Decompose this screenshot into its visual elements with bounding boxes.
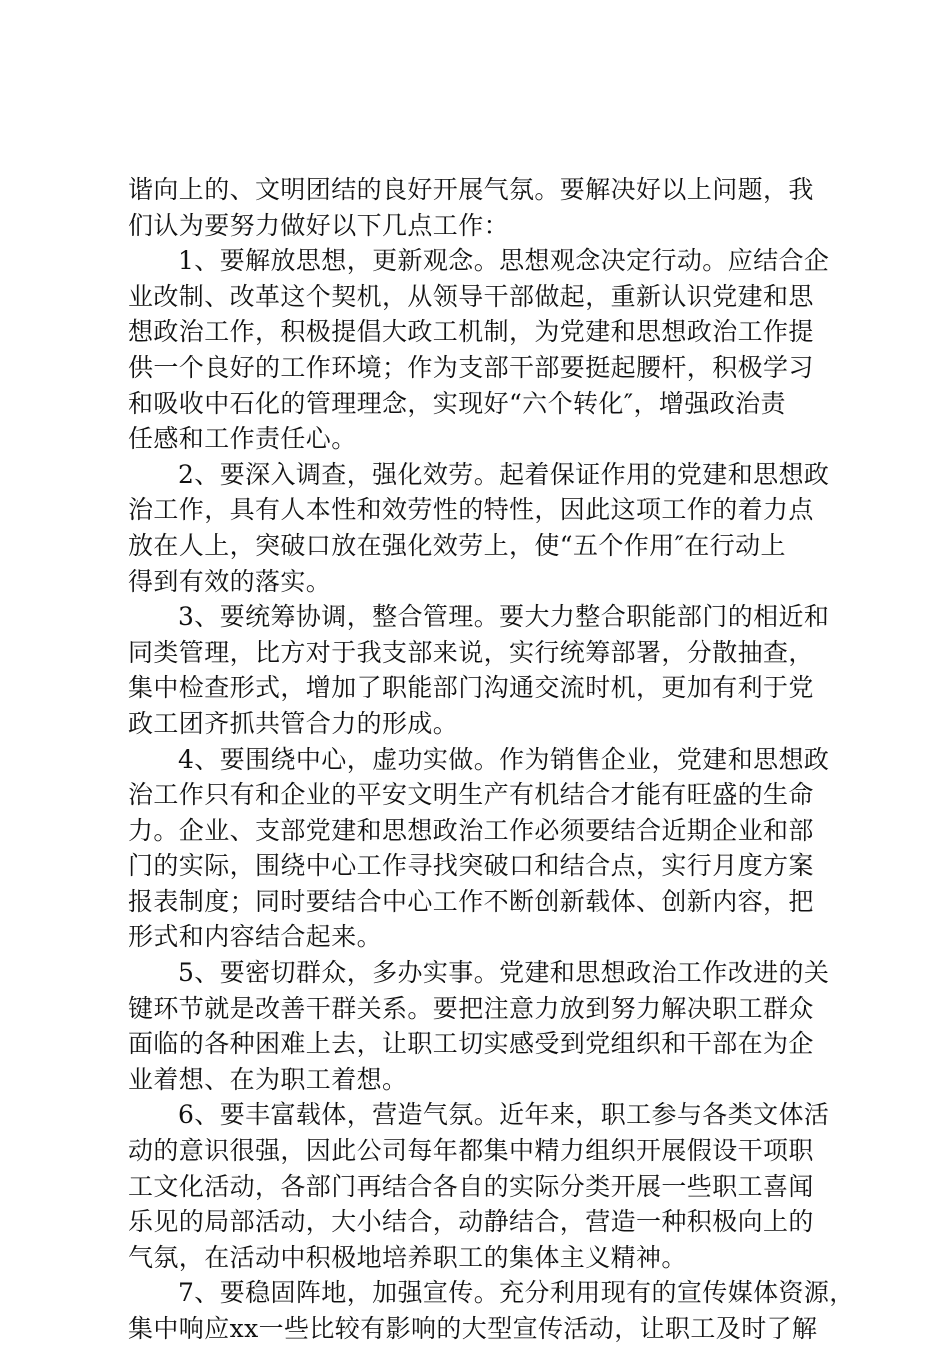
text-line: 乐见的局部活动，大小结合，动静结合，营造一种积极向上的 bbox=[128, 1207, 814, 1237]
paragraph-3-start: 3、要统筹协调，整合管理。要大力整合职能部门的相近和 bbox=[178, 602, 830, 632]
paragraph-7-start: 7、要稳固阵地，加强宣传。充分利用现有的宣传媒体资源， bbox=[178, 1278, 855, 1308]
paragraph-6-start: 6、要丰富载体，营造气氛。近年来，职工参与各类文体活 bbox=[178, 1100, 830, 1130]
text-line: 报表制度；同时要结合中心工作不断创新载体、创新内容，把 bbox=[128, 886, 814, 916]
paragraph-4-start: 4、要围绕中心，虚功实做。作为销售企业，党建和思想政 bbox=[178, 744, 830, 774]
text-line: 任感和工作责任心。 bbox=[128, 424, 357, 454]
text-line: 气氛，在活动中积极地培养职工的集体主义精神。 bbox=[128, 1242, 687, 1272]
text-line: 形式和内容结合起来。 bbox=[128, 922, 383, 952]
text-line: 们认为要努力做好以下几点工作： bbox=[128, 210, 510, 240]
text-line: 政工团齐抓共管合力的形成。 bbox=[128, 708, 459, 738]
text-line: 治工作，具有人本性和效劳性的特性，因此这项工作的着力点 bbox=[128, 495, 814, 525]
text-line: 工文化活动，各部门再结合各自的实际分类开展一些职工喜闻 bbox=[128, 1171, 814, 1201]
text-line: 得到有效的落实。 bbox=[128, 566, 332, 596]
paragraph-5-start: 5、要密切群众，多办实事。党建和思想政治工作改进的关 bbox=[178, 958, 830, 988]
text-line: 同类管理，比方对于我支部来说，实行统筹部署，分散抽查， bbox=[128, 637, 814, 667]
text-line: 门的实际，围绕中心工作寻找突破口和结合点，实行月度方案 bbox=[128, 851, 814, 881]
text-line: 面临的各种困难上去，让职工切实感受到党组织和干部在为企 bbox=[128, 1029, 814, 1059]
text-line: 集中检查形式，增加了职能部门沟通交流时机，更加有利于党 bbox=[128, 673, 814, 703]
text-line: 集中响应xx一些比较有影响的大型宣传活动，让职工及时了解 bbox=[128, 1314, 818, 1343]
text-line: 谐向上的、文明团结的良好开展气氛。要解决好以上问题，我 bbox=[128, 175, 814, 204]
text-line: 业改制、改革这个契机，从领导干部做起，重新认识党建和思 bbox=[128, 281, 814, 311]
text-line: 想政治工作，积极提倡大政工机制，为党建和思想政治工作提 bbox=[128, 317, 814, 347]
text-line: 放在人上，突破口放在强化效劳上，使“五个作用″在行动上 bbox=[128, 530, 786, 560]
text-line: 力。企业、支部党建和思想政治工作必须要结合近期企业和部 bbox=[128, 815, 814, 845]
text-line: 动的意识很强，因此公司每年都集中精力组织开展假设干项职 bbox=[128, 1136, 814, 1166]
paragraph-1-start: 1、要解放思想，更新观念。思想观念决定行动。应结合企 bbox=[178, 246, 830, 276]
text-line: 业着想、在为职工着想。 bbox=[128, 1064, 408, 1094]
text-line: 键环节就是改善干群关系。要把注意力放到努力解决职工群众 bbox=[128, 993, 814, 1023]
document-body bbox=[128, 172, 855, 1347]
paragraph-2-start: 2、要深入调查，强化效劳。起着保证作用的党建和思想政 bbox=[178, 459, 830, 489]
text-line: 供一个良好的工作环境；作为支部干部要挺起腰杆，积极学习 bbox=[128, 352, 814, 382]
text-line: 和吸收中石化的管理理念，实现好“六个转化″，增强政治责 bbox=[128, 388, 786, 418]
text-line: 治工作只有和企业的平安文明生产有机结合才能有旺盛的生命 bbox=[128, 780, 814, 810]
